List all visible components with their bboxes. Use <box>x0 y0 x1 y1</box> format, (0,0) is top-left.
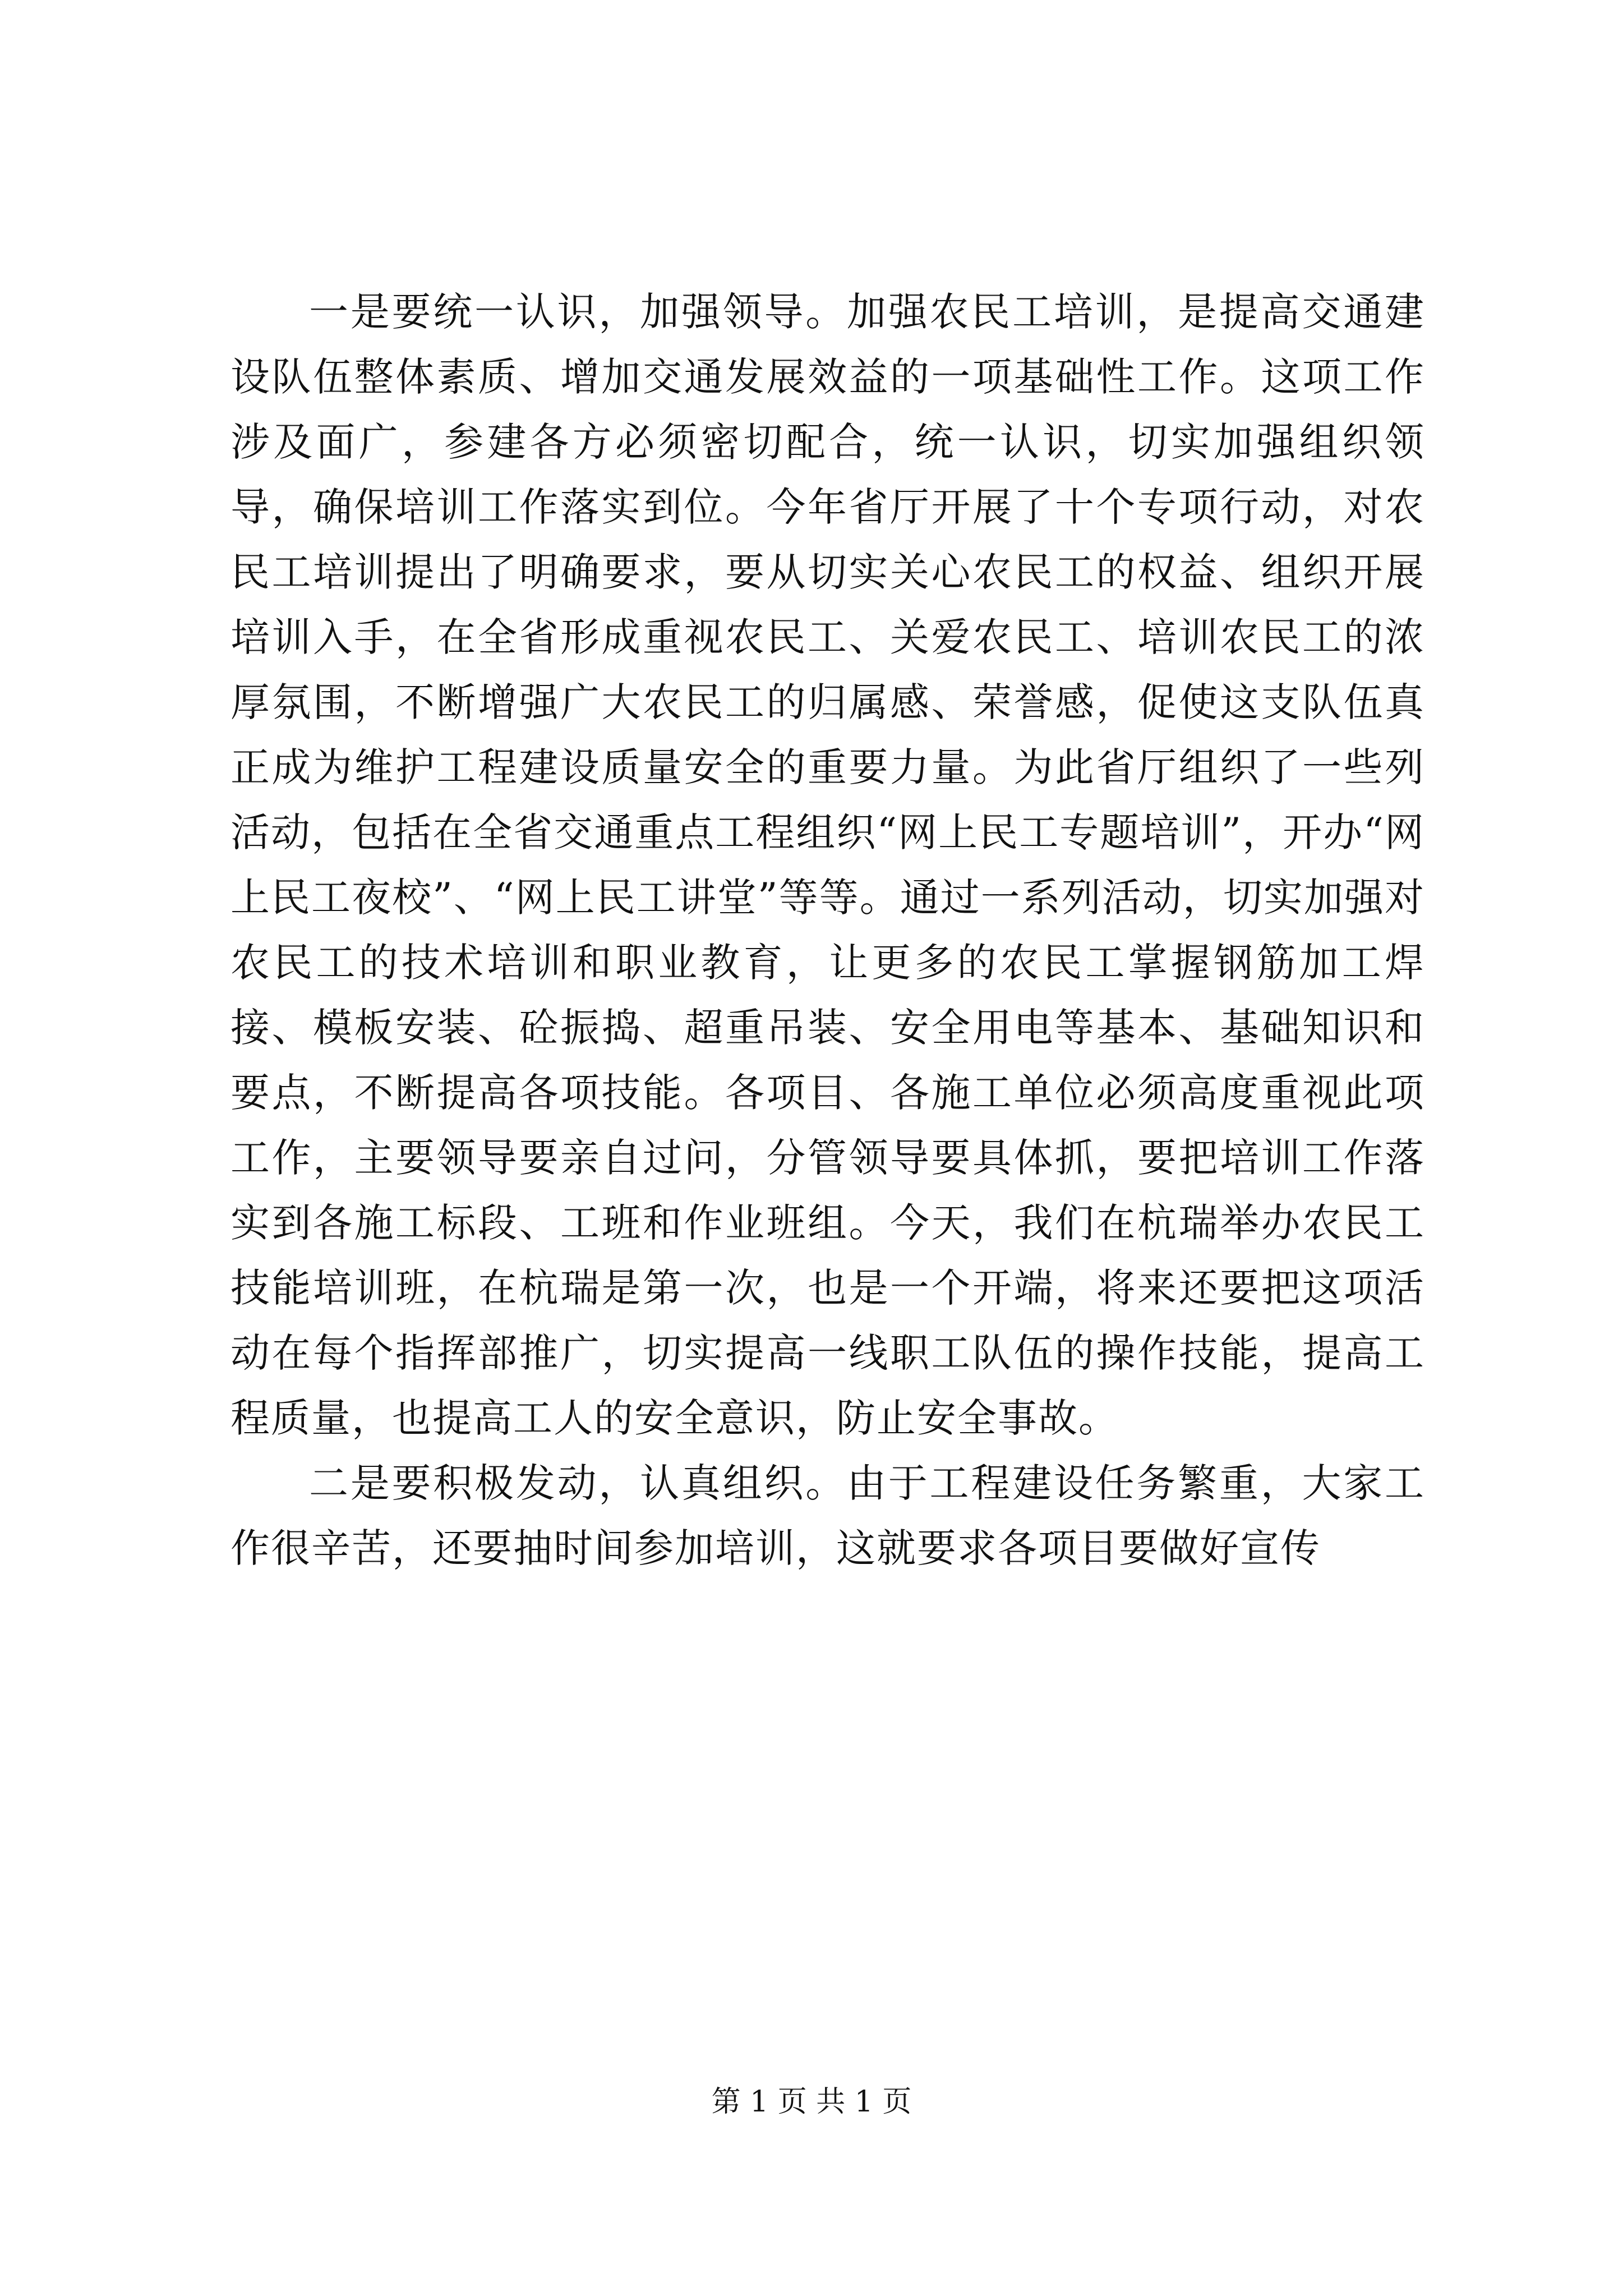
document-body <box>230 279 1425 1581</box>
paragraph-2: 二是要积极发动，认真组织。由于工程建设任务繁重，大家工作很辛苦，还要抽时间参加培训，这就要求各项目要做好宣传 <box>230 1460 1425 1571</box>
page-footer: 第 1 页 共 1 页 <box>711 2085 912 2119</box>
paragraph-1: 一是要统一认识，加强领导。加强农民工培训，是提高交通建设队伍整体素质、增加交通发展效益的一项基础性工作。这项工作涉及面广，参建各方必须密切配合，统一认识，切实加强组织领导，确保培训工作落实到位。今年省厅开展了十个专项行动，对农民工培训提出了明确要求，要从切实关心农民工的权益、组织开展培训入手，在全省形成重视农民工、关爱农民工、培训农民工的浓厚氛围，不断增强广大农民工的归属感、荣誉感，促使这支队伍真正成为维护工程建设质量安全的重要力量。为此省厅组织了一些列活动，包括在全省交通重点工程组织“网上民工专题培训”，开办“网上民工夜校”、“网上民工讲堂”等等。通过一系列活动，切实加强对农民工的技术培训和职业教育，让更多的农民工掌握钢筋加工焊接、模板安装、砼振捣、超重吊装、安全用电等基本、基础知识和要点，不断提高各项技能。各项目、各施工单位必须高度重视此项工作，主要领导要亲自过问，分管领导要具体抓，要把培训工作落实到各施工标段、工班和作业班组。今天，我们在杭瑞举办农民工技能培训班，在杭瑞是第一次，也是一个开端，将来还要把这项活动在每个指挥部推广，切实提高一线职工队伍的操作技能，提高工程质量，也提高工人的安全意识，防止安全事故。 <box>230 289 1425 1441</box>
